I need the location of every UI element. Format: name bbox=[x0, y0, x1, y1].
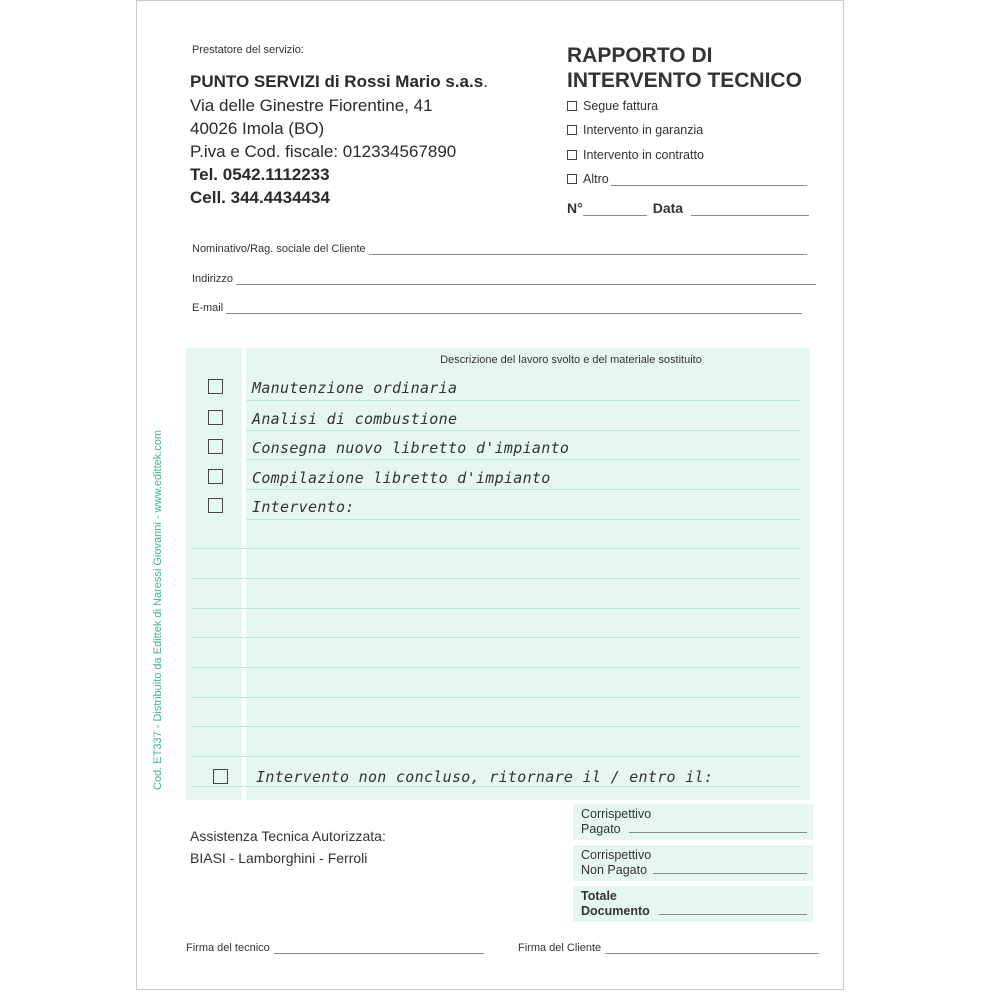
row-line bbox=[192, 756, 800, 757]
unpaid-label-line2: Non Pagato bbox=[581, 863, 648, 877]
company-name-suffix: . bbox=[483, 72, 488, 91]
date-field[interactable] bbox=[691, 203, 809, 216]
report-title-line1: RAPPORTO DI bbox=[567, 44, 713, 67]
client-signature-label: Firma del Cliente bbox=[518, 942, 602, 954]
item-intervento: Intervento: bbox=[252, 498, 355, 516]
row-line bbox=[192, 608, 800, 609]
row-line bbox=[246, 489, 800, 490]
option-label: Segue fattura bbox=[583, 99, 659, 113]
item-compilazione: Compilazione libretto d'impianto bbox=[252, 469, 551, 487]
row-line bbox=[246, 430, 800, 431]
company-name-bold: PUNTO SERVIZI di Rossi Mario s.a.s bbox=[190, 72, 484, 91]
paid-box bbox=[573, 804, 813, 840]
paid-label-line1: Corrispettivo bbox=[581, 807, 652, 821]
item-consegna: Consegna nuovo libretto d'impianto bbox=[252, 439, 570, 457]
checkbox-segue-fattura[interactable] bbox=[567, 101, 577, 111]
technician-signature-row bbox=[186, 942, 484, 954]
company-tel: Tel. 0542.1112233 bbox=[190, 165, 330, 184]
checkbox-garanzia[interactable] bbox=[567, 125, 577, 135]
company-vat: P.iva e Cod. fiscale: 012334567890 bbox=[190, 142, 457, 161]
row-line bbox=[192, 697, 800, 698]
checkbox-analisi[interactable] bbox=[208, 410, 223, 425]
checkbox-compilazione[interactable] bbox=[208, 469, 223, 484]
number-field[interactable] bbox=[583, 203, 647, 216]
item-analisi: Analisi di combustione bbox=[252, 410, 458, 428]
checkbox-non-concluso[interactable] bbox=[213, 769, 228, 784]
option-garanzia[interactable] bbox=[567, 123, 703, 137]
row-line bbox=[192, 578, 800, 579]
client-name-field[interactable] bbox=[369, 244, 807, 255]
row-line bbox=[192, 637, 800, 638]
company-name bbox=[190, 72, 488, 92]
option-label: Altro bbox=[583, 172, 609, 186]
total-label bbox=[581, 889, 650, 919]
watermark-text: Cod. ET337 - Distribuito da Edittek di Naressi Giovanni - www.edittek.com bbox=[152, 429, 164, 790]
number-label: N° bbox=[567, 200, 583, 216]
client-email-field[interactable] bbox=[226, 303, 802, 314]
checkbox-consegna[interactable] bbox=[208, 439, 223, 454]
support-brands: BIASI - Lamborghini - Ferroli bbox=[190, 850, 368, 866]
total-label-line1: Totale bbox=[581, 889, 617, 903]
paid-label-line2: Pagato bbox=[581, 822, 621, 836]
unpaid-box bbox=[573, 845, 813, 881]
row-line bbox=[192, 726, 800, 727]
support-title: Assistenza Tecnica Autorizzata: bbox=[190, 828, 386, 844]
provider-label: Prestatore del servizio: bbox=[192, 44, 304, 56]
item-non-concluso: Intervento non concluso, ritornare il / entro il: bbox=[256, 768, 714, 786]
option-label: Intervento in garanzia bbox=[583, 123, 704, 137]
checkbox-altro[interactable] bbox=[567, 174, 577, 184]
client-signature-row bbox=[518, 942, 819, 954]
company-city: 40026 Imola (BO) bbox=[190, 119, 325, 138]
total-box bbox=[573, 886, 813, 922]
report-title-line2: INTERVENTO TECNICO bbox=[567, 69, 802, 92]
row-line bbox=[192, 548, 800, 549]
client-email-label: E-mail bbox=[192, 302, 224, 314]
total-label-line2: Documento bbox=[581, 904, 650, 918]
option-contratto[interactable] bbox=[567, 148, 704, 162]
description-header: Descrizione del lavoro svolto e del materiale sostituito bbox=[440, 354, 702, 366]
unpaid-label-line1: Corrispettivo bbox=[581, 848, 652, 862]
row-line bbox=[192, 667, 800, 668]
option-segue-fattura[interactable] bbox=[567, 99, 658, 113]
company-address: Via delle Ginestre Fiorentine, 41 bbox=[190, 96, 433, 115]
unpaid-label bbox=[581, 848, 651, 878]
row-line bbox=[246, 519, 800, 520]
unpaid-field[interactable] bbox=[653, 873, 807, 874]
date-label: Data bbox=[652, 200, 684, 216]
option-label: Intervento in contratto bbox=[583, 148, 704, 162]
checkbox-manutenzione[interactable] bbox=[208, 379, 223, 394]
client-address-row bbox=[192, 273, 816, 285]
total-field[interactable] bbox=[659, 914, 807, 915]
item-manutenzione: Manutenzione ordinaria bbox=[252, 379, 458, 397]
checkbox-contratto[interactable] bbox=[567, 150, 577, 160]
option-altro[interactable] bbox=[567, 172, 807, 186]
row-line bbox=[192, 786, 800, 787]
client-address-field[interactable] bbox=[236, 274, 816, 285]
company-cell: Cell. 344.4434434 bbox=[190, 188, 330, 207]
technician-signature-label: Firma del tecnico bbox=[186, 942, 270, 954]
client-email-row bbox=[192, 302, 802, 314]
client-name-label: Nominativo/Rag. sociale del Cliente bbox=[192, 243, 366, 255]
altro-field[interactable] bbox=[611, 173, 807, 186]
report-title bbox=[567, 43, 802, 93]
paid-field[interactable] bbox=[629, 832, 807, 833]
client-name-row bbox=[192, 243, 807, 255]
row-line bbox=[246, 459, 800, 460]
row-line bbox=[246, 400, 800, 401]
number-date-row bbox=[567, 200, 809, 216]
client-signature-field[interactable] bbox=[605, 943, 819, 954]
client-address-label: Indirizzo bbox=[192, 273, 233, 285]
checkbox-intervento[interactable] bbox=[208, 498, 223, 513]
technician-signature-field[interactable] bbox=[274, 943, 484, 954]
